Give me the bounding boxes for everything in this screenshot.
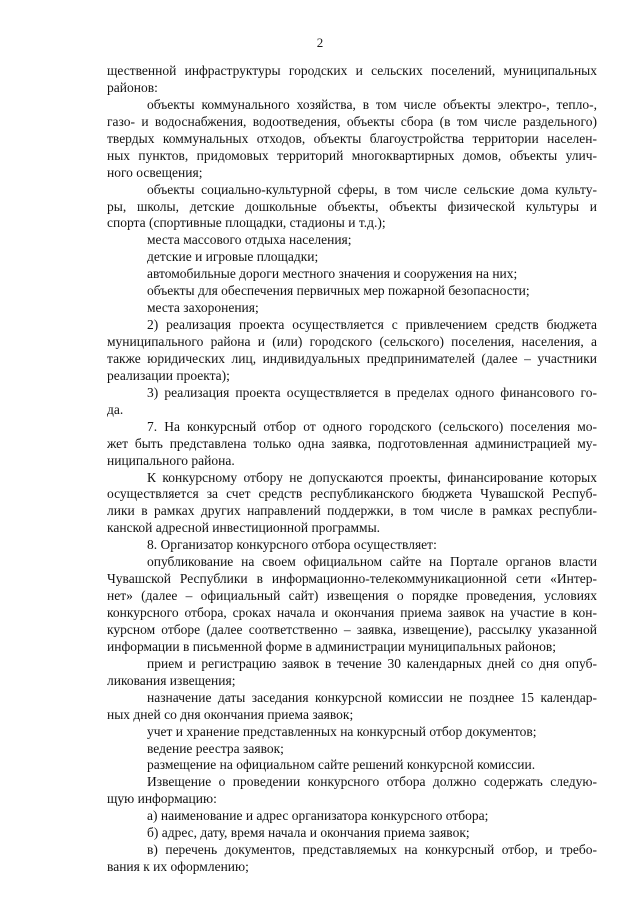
text-line: жет быть представлена только одна заявка, подготовленная администрацией му- <box>107 435 597 451</box>
page-number: 2 <box>316 35 324 50</box>
text-line: детские и игровые площадки; <box>147 249 319 265</box>
text-line: объекты коммунального хозяйства, в том числе объекты электро-, тепло-, <box>147 96 597 112</box>
text-line: ликования извещения; <box>107 672 236 688</box>
text-line: лики в рамках других направлений поддержки, в том числе в рамках республи- <box>107 503 597 519</box>
text-line: также юридических лиц, индивидуальных предпринимателей (далее – участники <box>107 350 597 366</box>
text-line: ниципального района. <box>107 452 235 468</box>
text-line: газо- и водоснабжения, водоотведения, объекты сбора (в том числе раздельного) <box>107 113 597 129</box>
text-line: щественной инфраструктуры городских и сельских поселений, муниципальных <box>107 63 597 78</box>
text-line: в) перечень документов, представляемых на конкурсный отбор, и требо- <box>147 842 597 858</box>
text-line: информации в письменной форме в администрации муниципальных районов; <box>107 638 556 654</box>
text-line: щую информацию: <box>107 791 217 807</box>
text-line: муниципального района и (или) городского (сельского) поселения, населения, а <box>107 334 597 349</box>
text-line: а) наименование и адрес организатора конкурсного отбора; <box>147 808 489 824</box>
text-line: объекты социально-культурной сферы, в том числе сельские дома культу- <box>147 181 597 197</box>
text-line: ного освещения; <box>107 164 203 180</box>
text-line: назначение даты заседания конкурсной комиссии не позднее 15 календар- <box>147 689 597 705</box>
text-line: ры, школы, детские дошкольные объекты, объекты физической культуры и <box>107 198 597 214</box>
text-line: спорта (спортивные площадки, стадионы и т.д.); <box>107 215 386 231</box>
text-line: районов: <box>107 79 158 95</box>
document-body-text <box>107 63 597 876</box>
text-line: 7. На конкурсный отбор от одного городского (сельского) поселения мо- <box>147 418 597 434</box>
text-line: Чувашской Республики в информационно-телекоммуникационной сети «Интер- <box>107 571 597 587</box>
text-line: ных дней со дня окончания приема заявок; <box>107 706 354 722</box>
text-line: курсном отборе (далее соответственно – заявка, извещение), рассылку указанной <box>107 621 597 637</box>
text-line: осуществляется за счет средств республиканского бюджета Чувашской Респуб- <box>107 486 597 502</box>
text-line: размещение на официальном сайте решений конкурсной комиссии. <box>147 757 536 773</box>
text-line: Извещение о проведении конкурсного отбора должно содержать следую- <box>147 774 597 790</box>
text-line: автомобильные дороги местного значения и сооружения на них; <box>147 266 518 282</box>
text-line: опубликование на своем официальном сайте на Портале органов власти <box>147 554 597 570</box>
text-line: нет» (далее – официальный сайт) извещения о порядке проведения, условиях <box>107 588 597 604</box>
text-line: прием и регистрацию заявок в течение 30 календарных дней со дня опуб- <box>147 655 597 671</box>
text-line: конкурсного отбора, сроках начала и окончания приема заявок на участие в кон- <box>107 605 597 620</box>
text-line: места захоронения; <box>147 300 259 316</box>
text-line: канской адресной инвестиционной программы. <box>107 520 381 536</box>
text-line: твердых коммунальных отходов, объекты благоустройства территории населен- <box>107 130 597 146</box>
text-line: б) адрес, дату, время начала и окончания приема заявок; <box>147 825 470 841</box>
text-line: 8. Организатор конкурсного отбора осуществляет: <box>147 537 437 553</box>
text-line: места массового отдыха населения; <box>147 232 352 248</box>
text-line: объекты для обеспечения первичных мер пожарной безопасности; <box>147 283 530 299</box>
text-line: 2) реализация проекта осуществляется с привлечением средств бюджета <box>147 317 597 333</box>
text-line: да. <box>107 401 124 417</box>
text-line: К конкурсному отбору не допускаются проекты, финансирование которых <box>147 469 597 485</box>
text-line: вания к их оформлению; <box>107 859 249 875</box>
text-line: ведение реестра заявок; <box>147 740 284 756</box>
text-line: ных пунктов, придомовых территорий многоквартирных домов, объекты улич- <box>107 147 597 163</box>
text-line: 3) реализация проекта осуществляется в пределах одного финансового го- <box>147 384 597 400</box>
text-line: реализации проекта); <box>107 367 230 383</box>
text-line: учет и хранение представленных на конкурсный отбор документов; <box>147 723 537 739</box>
